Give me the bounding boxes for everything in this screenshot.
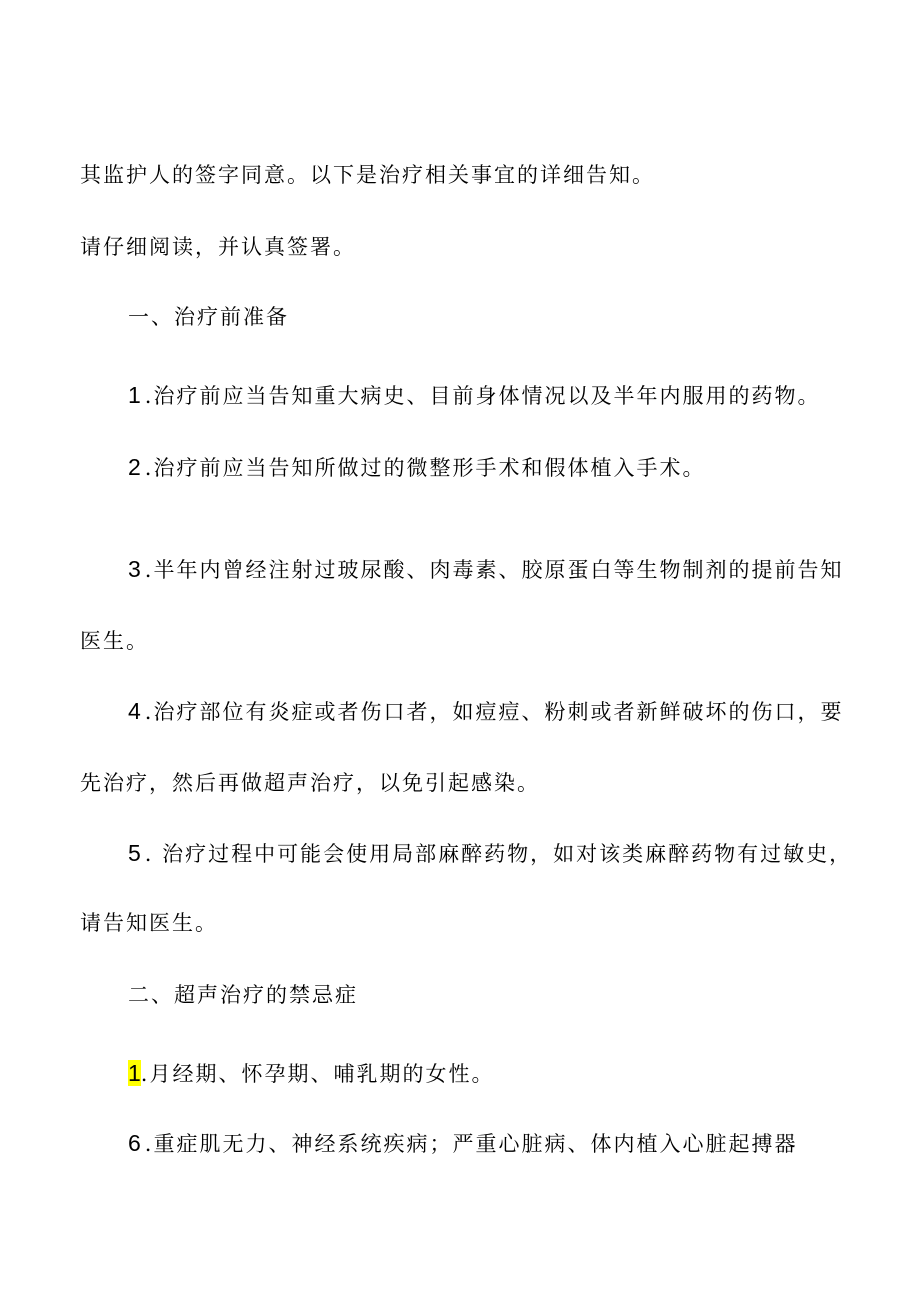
s1-item-1-number: 1	[128, 382, 141, 408]
s1-item-3-line-2: 医生。	[80, 629, 149, 653]
s1-item-4-number: 4	[128, 698, 141, 724]
section-2-heading: 二、超声治疗的禁忌症	[128, 983, 358, 1007]
intro-paragraph-line-2: 请仔细阅读，并认真签署。	[80, 235, 356, 259]
s1-item-4-line-1	[128, 696, 860, 727]
s2-item-1-text: .月经期、怀孕期、哺乳期的女性。	[140, 1062, 495, 1086]
s2-item-6-number: 6	[128, 1130, 141, 1156]
s1-item-4-line-2: 先治疗，然后再做超声治疗，以免引起感染。	[80, 771, 540, 795]
s2-item-1	[128, 1058, 860, 1089]
s1-item-1	[128, 380, 860, 411]
s1-item-5-number: 5	[128, 840, 141, 866]
s1-item-2-text: .治疗前应当告知所做过的微整形手术和假体植入手术。	[144, 456, 706, 480]
s1-item-1-text: .治疗前应当告知重大病史、目前身体情况以及半年内服用的药物。	[144, 384, 821, 408]
s1-item-5-text: . 治疗过程中可能会使用局部麻醉药物，如对该类麻醉药物有过敏史，	[144, 842, 853, 866]
s2-item-6-text: .重症肌无力、神经系统疾病；严重心脏病、体内植入心脏起搏器	[144, 1132, 798, 1156]
s1-item-3-number: 3	[128, 556, 141, 582]
s1-item-3-line-1	[128, 554, 860, 585]
s1-item-4-text: .治疗部位有炎症或者伤口者，如痘痘、粉刺或者新鲜破坏的伤口，要	[144, 700, 844, 724]
s2-item-1-number-highlighted: 1	[128, 1060, 141, 1086]
s1-item-2	[128, 452, 860, 483]
s1-item-5-line-1	[128, 838, 860, 869]
s2-item-6	[128, 1128, 860, 1159]
section-1-heading: 一、治疗前准备	[128, 305, 289, 329]
s1-item-2-number: 2	[128, 454, 141, 480]
intro-paragraph-line-1: 其监护人的签字同意。以下是治疗相关事宜的详细告知。	[80, 163, 655, 187]
s1-item-3-text: .半年内曾经注射过玻尿酸、肉毒素、胶原蛋白等生物制剂的提前告知	[144, 558, 844, 582]
s1-item-5-line-2: 请告知医生。	[80, 911, 218, 935]
